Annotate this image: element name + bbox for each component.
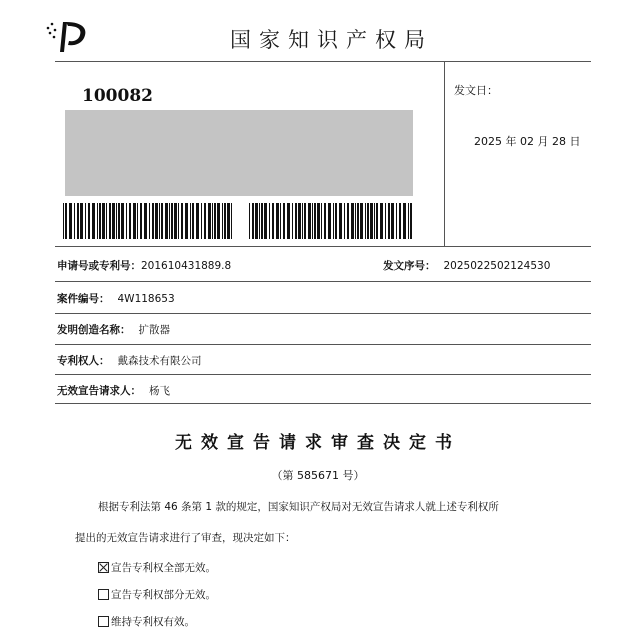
option-maintain-valid[interactable] (98, 614, 195, 629)
barcode-bar (314, 203, 316, 239)
barcode-bar (227, 203, 230, 239)
barcode (63, 203, 235, 239)
checkbox[interactable] (98, 616, 109, 627)
barcode-bar (112, 203, 115, 239)
barcode-bar (149, 203, 150, 239)
patentee-row (57, 353, 202, 368)
option-label: 宣告专利权部分无效。 (111, 589, 216, 601)
barcode-bar (231, 203, 232, 239)
serial-number-label: 发文序号： (383, 260, 436, 272)
barcode-bar (324, 203, 326, 239)
barcode-bar (396, 203, 397, 239)
postcode: 100082 (82, 86, 153, 106)
invention-name-value: 扩散器 (138, 324, 170, 336)
barcode-bar (109, 203, 111, 239)
barcode-bar (252, 203, 254, 239)
barcode-bar (144, 203, 147, 239)
barcode-bar (269, 203, 270, 239)
barcode-bar (85, 203, 86, 239)
barcode-bar (312, 203, 313, 239)
barcode-bar (328, 203, 331, 239)
barcode-bar (92, 203, 95, 239)
barcode-bar (321, 203, 322, 239)
barcode-bar (133, 203, 136, 239)
row-divider (55, 313, 591, 314)
barcode-bar (137, 203, 138, 239)
case-number-row (57, 291, 175, 306)
barcode-bar (121, 203, 124, 239)
barcode-bar (169, 203, 170, 239)
barcode-bar (408, 203, 409, 239)
barcode-bar (224, 203, 226, 239)
barcode-bar (129, 203, 131, 239)
barcode-bar (74, 203, 75, 239)
barcode-bar (292, 203, 293, 239)
option-label: 维持专利权有效。 (111, 616, 195, 628)
barcode-bar (355, 203, 356, 239)
barcode-bar (192, 203, 194, 239)
barcode-bar (201, 203, 202, 239)
barcode-bar (298, 203, 301, 239)
barcode-bar (357, 203, 359, 239)
barcode-bar (126, 203, 127, 239)
requester-label: 无效宣告请求人： (57, 385, 141, 397)
row-divider (55, 281, 591, 282)
barcode (249, 203, 414, 239)
requester-row (57, 383, 170, 398)
barcode-bar (208, 203, 211, 239)
barcode-bar (214, 203, 216, 239)
application-number-row (57, 258, 231, 273)
barcode-bar (365, 203, 366, 239)
barcode-bar (276, 203, 279, 239)
barcode-bar (308, 203, 311, 239)
decision-title: 无效宣告请求审查决定书 (175, 433, 461, 453)
barcode-bar (295, 203, 297, 239)
barcode-bar (204, 203, 206, 239)
barcode-bar (261, 203, 263, 239)
row-divider (55, 374, 591, 375)
barcode-bar (374, 203, 375, 239)
barcode-bar (217, 203, 220, 239)
row-divider (55, 246, 591, 247)
barcode-bar (212, 203, 213, 239)
barcode-bar (399, 203, 401, 239)
serial-number-row (383, 258, 550, 273)
serial-number-value: 2025022502124530 (443, 260, 551, 272)
barcode-bar (380, 203, 383, 239)
application-number-label: 申请号或专利号： (57, 260, 141, 272)
checkbox[interactable] (98, 589, 109, 600)
barcode-bar (287, 203, 290, 239)
org-name: 国家知识产权局 (230, 28, 433, 52)
barcode-bar (367, 203, 369, 239)
barcode-bar (63, 203, 64, 239)
barcode-bar (360, 203, 363, 239)
decision-paragraph-line-2: 提出的无效宣告请求进行了审查，现决定如下： (75, 532, 296, 544)
option-full-invalidation[interactable] (98, 560, 216, 575)
vertical-divider (444, 61, 445, 246)
barcode-bar (155, 203, 158, 239)
invention-name-label: 发明创造名称： (57, 324, 131, 336)
barcode-bar (283, 203, 285, 239)
barcode-bar (152, 203, 154, 239)
issue-date: 2025 年 02 月 28 日 (474, 135, 581, 148)
barcode-bar (302, 203, 303, 239)
requester-value: 杨飞 (149, 385, 170, 397)
barcode-bar (118, 203, 120, 239)
barcode-bar (222, 203, 223, 239)
barcode-bar (249, 203, 250, 239)
barcode-bar (171, 203, 173, 239)
redacted-address-box (65, 110, 413, 196)
row-divider (55, 403, 591, 404)
barcode-bar (272, 203, 274, 239)
barcode-bar (165, 203, 168, 239)
barcode-bar (344, 203, 345, 239)
option-partial-invalidation[interactable] (98, 587, 216, 602)
barcode-bar (140, 203, 142, 239)
barcode-bar (77, 203, 79, 239)
patentee-label: 专利权人： (57, 355, 110, 367)
barcode-bar (80, 203, 83, 239)
barcode-bar (99, 203, 101, 239)
checkbox[interactable] (98, 562, 109, 573)
invention-name-row (57, 322, 170, 337)
header-divider (55, 61, 591, 62)
barcode-bar (264, 203, 267, 239)
patentee-value: 戴森技术有限公司 (117, 355, 202, 367)
barcode-bar (88, 203, 90, 239)
barcode-bar (178, 203, 179, 239)
case-number-value: 4W118653 (117, 293, 175, 305)
barcode-bar (317, 203, 320, 239)
barcode-bar (190, 203, 191, 239)
application-number-value: 201610431889.8 (141, 260, 232, 272)
barcode-bar (196, 203, 199, 239)
barcode-bar (339, 203, 342, 239)
barcode-bar (65, 203, 67, 239)
barcode-bar (351, 203, 354, 239)
decision-paragraph-line-1: 根据专利法第 46 条第 1 款的规定，国家知识产权局对无效宣告请求人就上述专利权所 (98, 501, 499, 513)
barcode-bar (161, 203, 163, 239)
barcode-bar (97, 203, 98, 239)
case-number-label: 案件编号： (57, 293, 110, 305)
row-divider (55, 344, 591, 345)
barcode-bar (116, 203, 117, 239)
barcode-bar (385, 203, 386, 239)
barcode-bar (376, 203, 378, 239)
barcode-bar (370, 203, 373, 239)
barcode-bar (102, 203, 105, 239)
barcode-bar (181, 203, 183, 239)
barcode-bar (69, 203, 72, 239)
decision-number: （第 585671 号） (271, 469, 365, 482)
barcode-bar (410, 203, 412, 239)
barcode-bar (304, 203, 306, 239)
barcode-bar (403, 203, 406, 239)
barcode-bar (333, 203, 334, 239)
cnipa-logo (44, 18, 90, 54)
barcode-bar (388, 203, 390, 239)
issue-date-label: 发文日： (454, 84, 498, 97)
barcode-bar (280, 203, 281, 239)
option-label: 宣告专利权全部无效。 (111, 562, 216, 574)
barcode-bar (106, 203, 107, 239)
barcode-bar (174, 203, 177, 239)
barcode-bar (159, 203, 160, 239)
barcode-bar (185, 203, 188, 239)
barcode-bar (347, 203, 349, 239)
barcode-bar (335, 203, 337, 239)
barcode-bar (255, 203, 258, 239)
barcode-bar (391, 203, 394, 239)
barcode-bar (259, 203, 260, 239)
